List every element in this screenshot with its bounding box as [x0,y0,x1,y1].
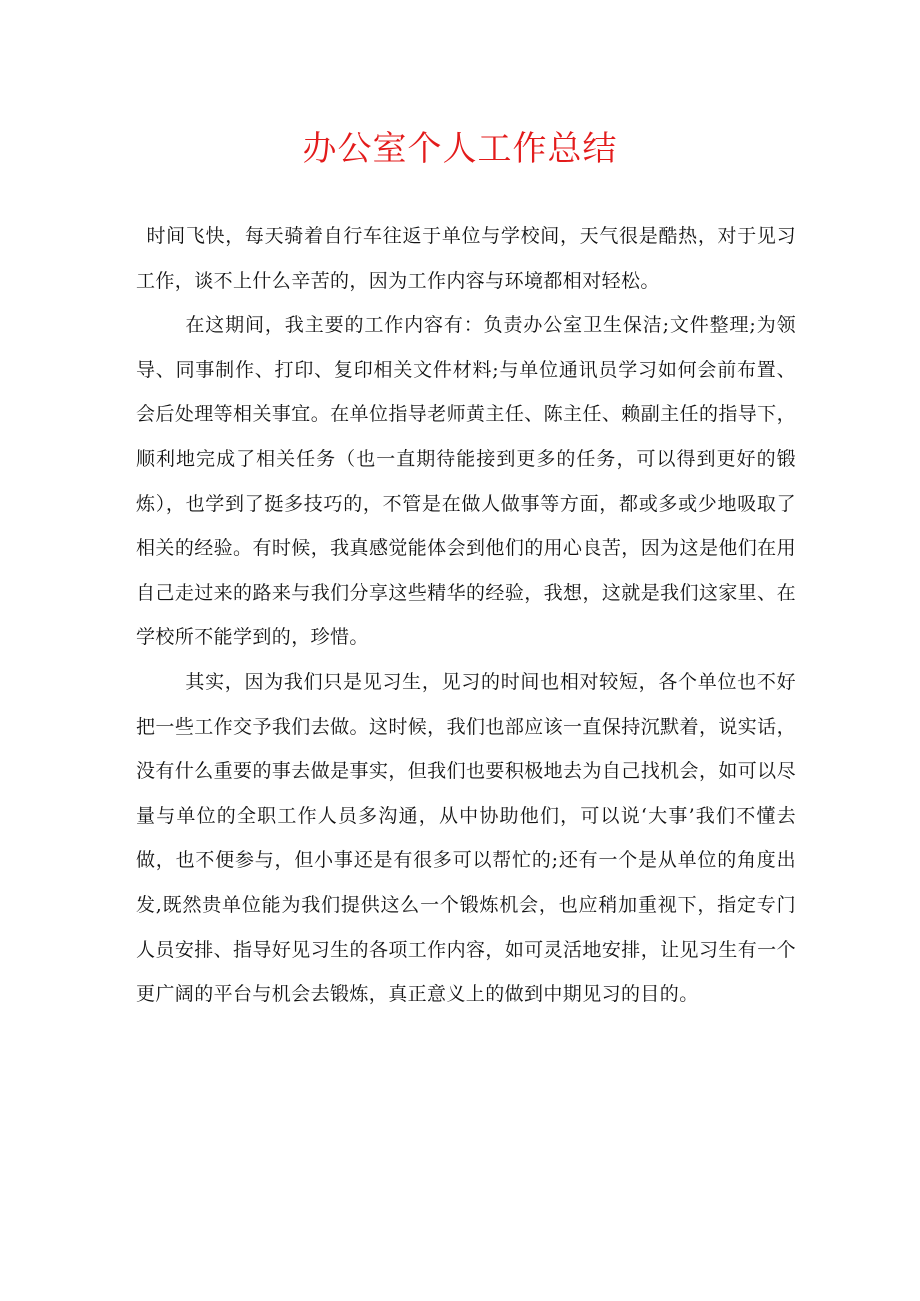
paragraph-2: 在这期间，我主要的工作内容有：负责办公室卫生保洁;文件整理;为领导、同事制作、打印、复印相关文件材料;与单位通讯员学习如何会前布置、会后处理等相关事宜。在单位指导老师黄主任、陈主任、赖副主任的指导下，顺利地完成了相关任务（也一直期待能接到更多的任务，可以得到更好的锻炼），也学到了挺多技巧的，不管是在做人做事等方面，都或多或少地吸取了相关的经验。有时候，我真感觉能体会到他们的用心良苦，因为这是他们在用自己走过来的路来与我们分享这些精华的经验，我想，这就是我们这家里、在学校所不能学到的，珍惜。 [136,314,796,649]
paragraph-3: 其实，因为我们只是见习生，见习的时间也相对较短，各个单位也不好把一些工作交予我们去做。这时候，我们也部应该一直保持沉默着，说实话，没有什么重要的事去做是事实，但我们也要积极地去为自己找机会，如可以尽量与单位的全职工作人员多沟通，从中协助他们，可以说‘大事’我们不懂去做，也不便参与，但小事还是有很多可以帮忙的;还有一个是从单位的角度出发,既然贵单位能为我们提供这么一个锻炼机会，也应稍加重视下，指定专门人员安排、指导好见习生的各项工作内容，如可灵活地安排，让见习生有一个更广阔的平台与机会去锻炼，真正意义上的做到中期见习的目的。 [136,670,796,1006]
paragraph-1: 时间飞快，每天骑着自行车往返于单位与学校间，天气很是酷热，对于见习工作，谈不上什么辛苦的，因为工作内容与环境都相对轻松。 [136,225,796,292]
document-title: 办公室个人工作总结 [302,129,618,169]
document-body [136,214,796,1017]
